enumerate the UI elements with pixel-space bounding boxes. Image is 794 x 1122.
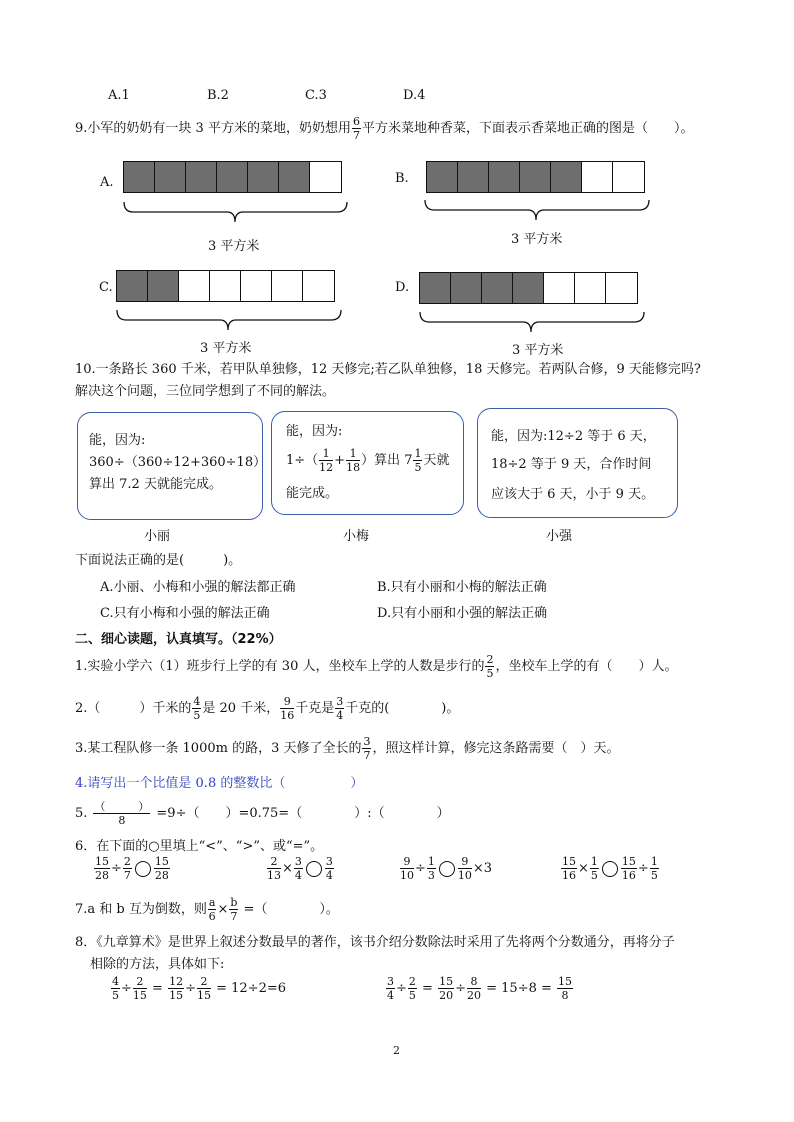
fill-q6: 6．在下面的○里填上“<”、“>”、或“=”。 — [75, 839, 324, 854]
compare-expr-2: $\frac{2}{13}$ × $\frac{3}{4}$ $\frac{3}{4}$ — [267, 855, 333, 882]
q8-option-c: C.3 — [305, 88, 327, 103]
q9-bar-b — [426, 161, 645, 193]
q10-line2: 解决这个问题，三位同学想到了不同的解法。 — [75, 384, 336, 399]
fill-q4: 4.请写出一个比值是 0.8 的整数比（ ） — [75, 776, 364, 791]
q9-bar-c — [116, 270, 335, 302]
xiaoli-line1: 能，因为: — [89, 433, 146, 448]
solution-box-xiaomei — [271, 411, 464, 515]
compare-expr-3: $\frac{9}{10}$ ÷ $\frac{1}{3}$ $\frac{9}{10}$ ×3 — [400, 855, 493, 882]
name-xiaoli: 小丽 — [144, 529, 171, 544]
compare-circle-3[interactable] — [439, 861, 455, 877]
page-number: 2 — [393, 1044, 400, 1057]
solution-box-xiaoli — [77, 412, 267, 520]
xiaomei-line3: 能完成。 — [286, 486, 339, 501]
q9-label-a: A. — [100, 175, 114, 190]
fill-q3: 3.某工程队修一条 1000m 的路，3 天修了全长的 $\frac{3}{7}$ ，照这样计算，修完这条路需要（ ）天。 — [75, 735, 620, 762]
xiaoli-line3: 算出 7.2 天就能完成。 — [89, 477, 222, 492]
jiuzhang-example-2: $\frac{3}{4}$ ÷ $\frac{2}{5}$ = $\frac{15}{20}$ ÷ $\frac{8}{20}$ = 15÷8 = $\frac{15}{8}$ — [387, 975, 573, 1002]
q9-stem: 9.小军的奶奶有一块 3 平方米的菜地，奶奶想用 $\frac{6}{7}$ 平方米菜地种香菜，下面表示香菜地正确的图是（ ）。 — [75, 115, 694, 142]
q10-option-c: C.只有小梅和小强的解法正确 — [100, 606, 270, 621]
q9-area-a: 3 平方米 — [208, 239, 260, 254]
solution-box-xiaoqiang — [477, 408, 678, 518]
q10-question: 下面说法正确的是( )。 — [75, 553, 242, 568]
xiaoqiang-line2: 18÷2 等于 9 天，合作时间 — [491, 457, 652, 472]
q9-label-c: C. — [99, 280, 113, 295]
q9-area-c: 3 平方米 — [200, 341, 252, 356]
q8-option-b: B.2 — [207, 88, 229, 103]
compare-circle-1[interactable] — [135, 861, 151, 877]
q8-option-a: A.1 — [108, 88, 130, 103]
fill-q1: 1.实验小学六（1）班步行上学的有 30 人，坐校车上学的人数是步行的 $\frac{2}{5}$ ，坐校车上学的有（ ）人。 — [75, 653, 678, 680]
fill-q7: 7.a 和 b 互为倒数，则 $\frac{a}{6}$ × $\frac{b}{7}$ =（ ）。 — [75, 896, 339, 923]
xiaomei-line2: 1÷（ $\frac{1}{12}$ + $\frac{1}{18}$ ）算出 7 $\frac{1}{5}$ 天就 — [286, 447, 450, 474]
q9-label-b: B. — [395, 171, 409, 186]
q9-label-d: D. — [395, 280, 410, 295]
jiuzhang-example-1: $\frac{4}{5}$ ÷ $\frac{2}{15}$ = $\frac{12}{15}$ ÷ $\frac{2}{15}$ = 12÷2=6 — [112, 975, 287, 1002]
q9-brace-b — [424, 198, 650, 228]
q9-bar-a — [123, 161, 342, 193]
xiaoqiang-line3: 应该大于 6 天，小于 9 天。 — [491, 487, 655, 502]
q10-option-d: D.只有小丽和小强的解法正确 — [377, 606, 548, 621]
fill-q5: 5. $\frac{( )}{8}$ =9÷（ ）=0.75=（ ）:（ ） — [75, 800, 450, 827]
section2-title: 二、细心读题，认真填写。（22%） — [75, 632, 282, 647]
fill-q2: 2.（ ）千米的 $\frac{4}{5}$ 是 20 千米， $\frac{9}{16}$ 千克是 $\frac{3}{4}$ 千克的( )。 — [75, 695, 460, 722]
fill-q8-line2: 相除的方法，具体如下: — [90, 957, 225, 972]
q9-brace-d — [419, 310, 645, 340]
q10-option-b: B.只有小丽和小梅的解法正确 — [377, 580, 547, 595]
q10-line1: 10.一条路长 360 千米，若甲队单独修，12 天修完;若乙队单独修，18 天修完。若两队合修，9 天能修完吗? — [75, 362, 701, 377]
xiaoqiang-line1: 能，因为:12÷2 等于 6 天， — [491, 429, 656, 444]
q9-brace-c — [116, 308, 342, 338]
compare-expr-1: $\frac{15}{28}$ ÷ $\frac{2}{7}$ $\frac{15}{28}$ — [95, 855, 169, 882]
q10-option-a: A.小丽、小梅和小强的解法都正确 — [100, 580, 296, 595]
q9-area-b: 3 平方米 — [511, 232, 563, 247]
xiaomei-line1: 能，因为: — [286, 424, 343, 439]
q8-option-d: D.4 — [403, 88, 426, 103]
compare-circle-2[interactable] — [306, 861, 322, 877]
fill-q8-line1: 8．《九章算术》是世界上叙述分数最早的著作，该书介绍分数除法时采用了先将两个分数通分，再将分子 — [75, 935, 675, 950]
q9-bar-d — [419, 272, 638, 304]
name-xiaoqiang: 小强 — [546, 529, 573, 544]
q9-area-d: 3 平方米 — [512, 343, 564, 358]
compare-expr-4: $\frac{15}{16}$ × $\frac{1}{5}$ $\frac{15}{16}$ ÷ $\frac{1}{5}$ — [562, 855, 658, 882]
compare-circle-4[interactable] — [602, 861, 618, 877]
xiaoli-line2: 360÷（360÷12+360÷18） — [89, 455, 267, 470]
name-xiaomei: 小梅 — [343, 529, 370, 544]
q9-brace-a — [123, 200, 348, 230]
